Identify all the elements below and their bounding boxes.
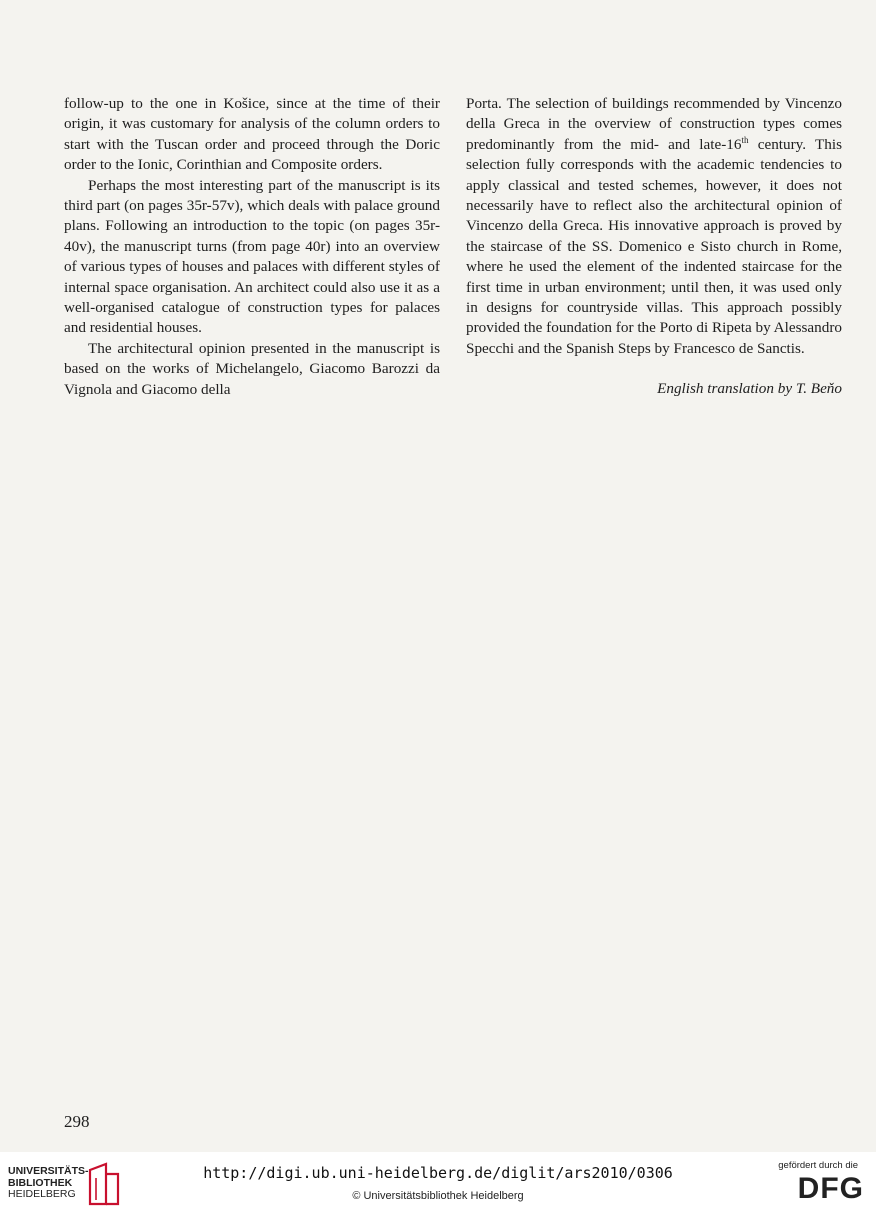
library-name-line: HEIDELBERG	[8, 1188, 76, 1200]
left-column	[64, 94, 440, 400]
translator-credit: English translation by T. Beňo	[657, 380, 842, 398]
paragraph: Perhaps the most interesting part of the manuscript is its third part (on pages 35r-57v), which deals with palace ground plans. Following an introduction to the topic (on pages 35r-40v), the manuscript turns (from page 40r) into an overview of various types of houses and palaces with different styles of internal space organisation. An architect could also use it as a well-organised catalogue of construction types for palaces and residential houses.	[64, 176, 440, 337]
footer	[0, 1152, 876, 1214]
permalink-url[interactable]: http://digi.ub.uni-heidelberg.de/diglit/ars2010/0306	[203, 1164, 673, 1182]
text-run: Porta. The selection of buildings recommended by Vincenzo della Greca in the overview of construction types comes predominantly from the mid- and late-16	[466, 95, 842, 153]
text-run: century. This selection fully corresponds with the academic tendencies to apply classical and tested schemes, however, it does not necessarily have to reflect also the architectural opinion of Vincenzo della Greca. His innovative approach is proved by the staircase of the SS. Domenico e Sisto church in Rome, where he used the element of the indented staircase for the first time in urban environment; until then, it was used only in designs for countryside villas. This approach possibly provided the foundation for the Porto di Ripeta by Alessandro Specchi and the Spanish Steps by Francesco de Sanctis.	[466, 135, 842, 357]
right-column	[466, 94, 842, 400]
paragraph: follow-up to the one in Košice, since at the time of their origin, it was customary for analysis of the column orders to start with the Tuscan order and proceed through the Doric order to the Ionic, Corinthian and Composite orders.	[64, 95, 440, 174]
sponsor-label: gefördert durch die	[778, 1160, 858, 1171]
superscript: th	[741, 134, 749, 145]
library-name-line: BIBLIOTHEK	[8, 1176, 73, 1189]
library-name-line: UNIVERSITÄTS-	[8, 1165, 89, 1177]
paragraph	[466, 94, 842, 359]
page-number: 298	[64, 1112, 90, 1131]
copyright-notice: © Universitätsbibliothek Heidelberg	[352, 1190, 524, 1202]
dfg-logo: DFG	[797, 1172, 864, 1205]
paragraph: The architectural opinion presented in the manuscript is based on the works of Michelangelo, Giacomo Barozzi da Vignola and Giacomo della	[64, 339, 440, 398]
